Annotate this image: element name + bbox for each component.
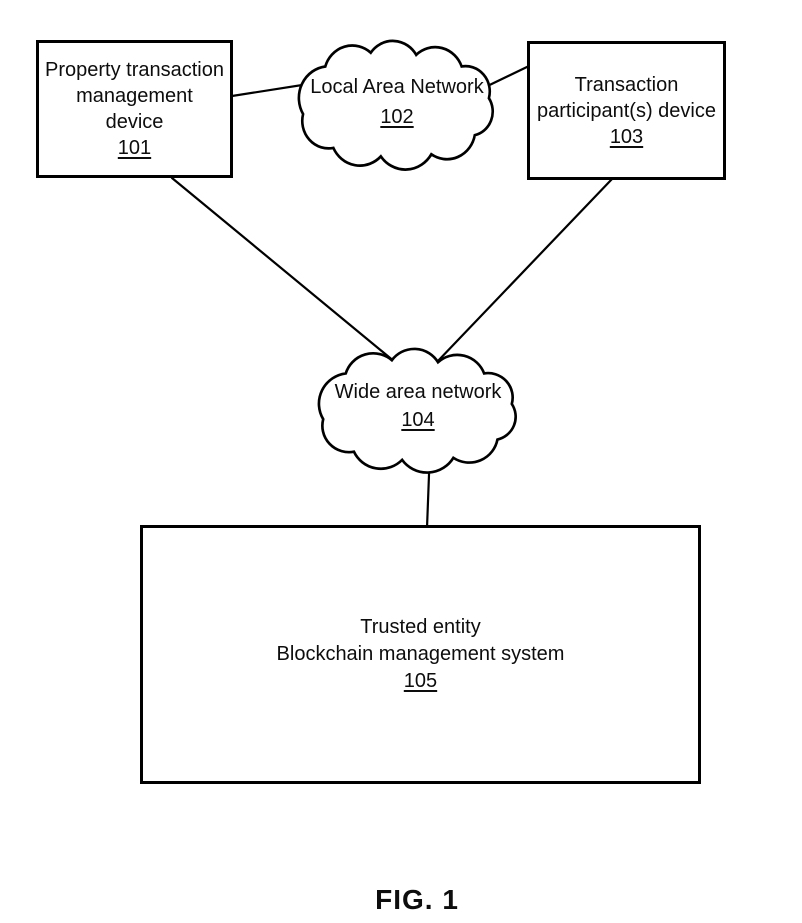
- lan-cloud-label: [296, 72, 498, 132]
- ref-number-103: 103: [609, 125, 644, 148]
- figure-caption: FIG. 1: [375, 884, 459, 915]
- label-line: device: [105, 111, 164, 133]
- transaction-participant-device-box: [527, 41, 726, 180]
- label-line: management: [76, 85, 193, 107]
- label-line: Transaction: [574, 73, 679, 96]
- property-transaction-device-box: [36, 40, 233, 178]
- transaction-participant-device-label: [537, 72, 716, 150]
- ref-number-104: 104: [401, 409, 435, 431]
- ref-number-101: 101: [117, 137, 152, 159]
- ref-number-102: 102: [380, 106, 414, 128]
- edge-101-104: [172, 178, 395, 362]
- label-line: Blockchain management system: [276, 643, 565, 665]
- label-line: Local Area Network: [310, 76, 484, 98]
- blockchain-management-system-box: [140, 525, 701, 784]
- label-line: Property transaction: [45, 59, 224, 81]
- label-line: Trusted entity: [360, 616, 481, 638]
- ref-number-105: 105: [403, 670, 438, 692]
- edge-103-104: [436, 179, 612, 363]
- blockchain-management-system-label: [277, 614, 565, 695]
- wan-cloud-label: [317, 378, 519, 434]
- label-line: participant(s) device: [537, 99, 716, 122]
- property-transaction-device-label: [45, 57, 224, 161]
- label-line: Wide area network: [334, 381, 502, 403]
